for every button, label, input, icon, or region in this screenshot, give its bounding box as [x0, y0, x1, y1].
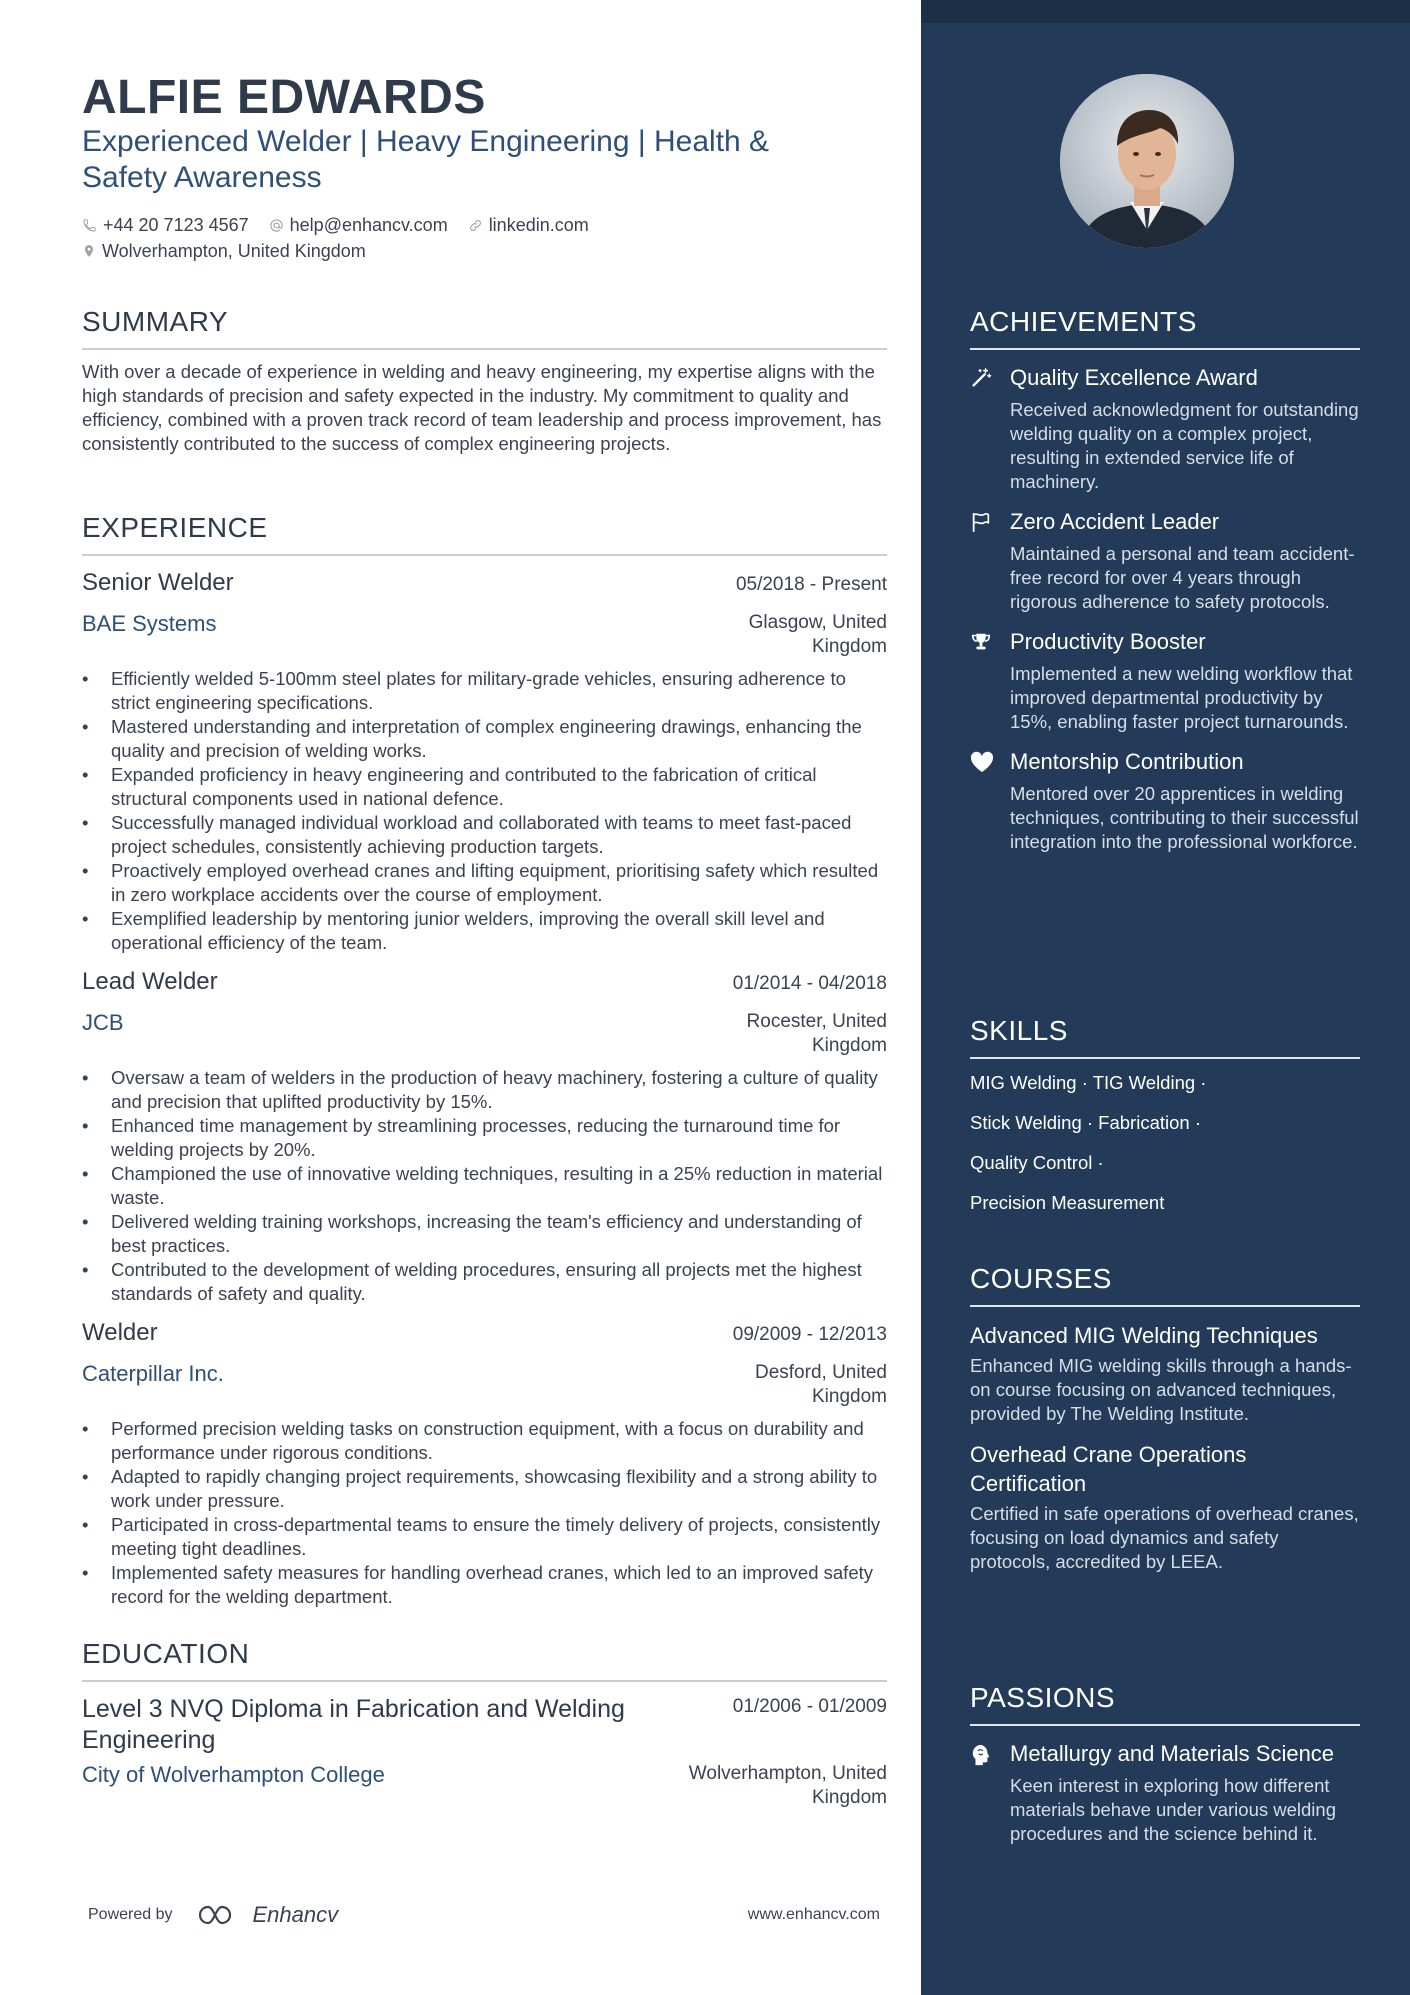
achievements-heading: ACHIEVEMENTS	[970, 306, 1360, 350]
email-text: help@enhancv.com	[289, 214, 448, 235]
job-bullets	[82, 1066, 887, 1306]
location-pin-icon	[82, 243, 96, 259]
phone-icon	[82, 218, 97, 233]
education-section	[82, 1638, 887, 1810]
course-title: Overhead Crane Operations Certification	[970, 1442, 1247, 1496]
website-link[interactable]: www.enhancv.com	[747, 1906, 880, 1923]
job-entry	[82, 968, 887, 1306]
job-company: BAE Systems	[82, 611, 217, 636]
achievement-item	[970, 508, 1360, 614]
courses-heading: COURSES	[970, 1263, 1360, 1307]
job-role: Welder	[82, 1319, 158, 1346]
candidate-name: ALFIE EDWARDS	[82, 71, 486, 124]
powered-by-label: Powered by	[88, 1906, 173, 1923]
course-description: Enhanced MIG welding skills through a hands-on course focusing on advanced techniques, provided by The Welding Institute.	[970, 1355, 1352, 1424]
job-location: Desford, United Kingdom	[754, 1362, 887, 1407]
course-item	[970, 1440, 1360, 1574]
contact-info	[82, 212, 882, 264]
education-school: City of Wolverhampton College	[82, 1762, 385, 1787]
job-bullet: • Proactively employed overhead cranes and lifting equipment, prioritising safety which resulted in zero workplace accidents over the course of employment.	[82, 859, 887, 907]
summary-heading: SUMMARY	[82, 306, 887, 350]
heart-icon	[970, 751, 994, 773]
achievement-title: Zero Accident Leader	[1010, 509, 1220, 534]
location-contact	[82, 241, 366, 262]
skills-section	[970, 1015, 1360, 1231]
achievement-description: Maintained a personal and team accident-free record for over 4 years through rigorous adherence to safety protocols.	[1010, 543, 1355, 612]
achievements-section	[970, 306, 1360, 854]
job-bullet: • Delivered welding training workshops, increasing the team's efficiency and understanding of best practices.	[82, 1210, 887, 1258]
passion-title: Metallurgy and Materials Science	[1010, 1741, 1335, 1766]
education-degree: Level 3 NVQ Diploma in Fabrication and Welding Engineering	[82, 1695, 625, 1754]
at-icon	[269, 218, 284, 233]
job-bullet: • Participated in cross-departmental teams to ensure the timely delivery of projects, consistently meeting tight deadlines.	[82, 1513, 887, 1561]
achievement-title: Mentorship Contribution	[1010, 749, 1244, 774]
sidebar	[921, 0, 1410, 1995]
magic-wand-icon	[970, 367, 992, 389]
job-bullet: • Implemented safety measures for handling overhead cranes, which led to an improved safety record for the welding department.	[82, 1561, 887, 1609]
job-bullet: • Enhanced time management by streamlining processes, reducing the turnaround time for welding projects by 20%.	[82, 1114, 887, 1162]
passion-item	[970, 1740, 1360, 1846]
brain-icon	[970, 1743, 992, 1767]
email-contact[interactable]	[269, 215, 448, 236]
passions-heading: PASSIONS	[970, 1682, 1360, 1726]
job-bullets	[82, 667, 887, 955]
footer	[88, 1902, 880, 1928]
achievement-description: Received acknowledgment for outstanding welding quality on a complex project, resulting in extended service life of machinery.	[1010, 399, 1359, 492]
job-bullet: • Exemplified leadership by mentoring junior welders, improving the overall skill level and operational efficiency of the team.	[82, 907, 887, 955]
link-icon	[468, 218, 483, 233]
job-bullet: • Performed precision welding tasks on construction equipment, with a focus on durability and performance under rigorous conditions.	[82, 1417, 887, 1465]
job-entry	[82, 1319, 887, 1609]
passions-section	[970, 1682, 1360, 1846]
phone-contact[interactable]	[82, 215, 249, 236]
course-title: Advanced MIG Welding Techniques	[970, 1323, 1318, 1348]
skill-line: MIG Welding · TIG Welding ·	[970, 1072, 1207, 1093]
achievement-description: Mentored over 20 apprentices in welding techniques, contributing to their successful integration into the professional workforce.	[1010, 783, 1359, 852]
skill-line: Quality Control ·	[970, 1152, 1104, 1173]
job-role: Lead Welder	[82, 968, 218, 995]
achievement-title: Productivity Booster	[1010, 629, 1206, 654]
enhancv-logo[interactable]	[197, 1902, 339, 1928]
job-role: Senior Welder	[82, 569, 234, 596]
linkedin-text: linkedin.com	[488, 214, 589, 235]
passion-description: Keen interest in exploring how different materials behave under various welding procedures and the science behind it.	[1010, 1775, 1336, 1844]
avatar	[1060, 74, 1234, 248]
education-location: Wolverhampton, United Kingdom	[688, 1763, 887, 1808]
job-bullets	[82, 1417, 887, 1609]
profile-photo	[1060, 74, 1234, 248]
job-entry	[82, 569, 887, 955]
courses-section	[970, 1263, 1360, 1574]
achievement-description: Implemented a new welding workflow that improved departmental productivity by 15%, enabling faster project turnarounds.	[1010, 663, 1353, 732]
job-date: 09/2009 - 12/2013	[732, 1324, 887, 1345]
skill-line: Precision Measurement	[970, 1192, 1165, 1213]
location-text: Wolverhampton, United Kingdom	[102, 240, 366, 261]
job-date: 01/2014 - 04/2018	[732, 973, 887, 994]
education-heading: EDUCATION	[82, 1638, 887, 1682]
flag-icon	[970, 511, 992, 533]
skills-heading: SKILLS	[970, 1015, 1360, 1059]
experience-section	[82, 512, 887, 556]
job-bullet: • Oversaw a team of welders in the production of heavy machinery, fostering a culture of quality and precision that uplifted productivity by 15%.	[82, 1066, 887, 1114]
job-bullet: • Expanded proficiency in heavy engineering and contributed to the fabrication of critical structural components used in national defence.	[82, 763, 887, 811]
course-item	[970, 1321, 1360, 1426]
experience-heading: EXPERIENCE	[82, 512, 887, 556]
job-bullet: • Adapted to rapidly changing project requirements, showcasing flexibility and a strong ability to work under pressure.	[82, 1465, 887, 1513]
job-company: JCB	[82, 1010, 124, 1035]
summary-section	[82, 306, 887, 456]
job-company: Caterpillar Inc.	[82, 1361, 224, 1386]
achievement-item	[970, 748, 1360, 854]
job-location: Rocester, United Kingdom	[746, 1011, 887, 1056]
education-date: 01/2006 - 01/2009	[732, 1696, 887, 1717]
job-bullet: • Mastered understanding and interpretation of complex engineering drawings, enhancing the quality and precision of welding works.	[82, 715, 887, 763]
summary-text: With over a decade of experience in welding and heavy engineering, my expertise aligns with the high standards of precision and safety expected in the industry. My commitment to quality and efficiency, combined with a proven track record of team leadership and process improvement, has consistently contributed to the success of complex engineering projects.	[82, 361, 882, 454]
candidate-title: Experienced Welder | Heavy Engineering | Health & Safety Awareness	[82, 125, 770, 194]
phone-text: +44 20 7123 4567	[103, 214, 249, 235]
job-bullet: • Contributed to the development of welding procedures, ensuring all projects met the highest standards of safety and quality.	[82, 1258, 887, 1306]
course-description: Certified in safe operations of overhead cranes, focusing on load dynamics and safety protocols, accredited by LEEA.	[970, 1503, 1359, 1572]
brand-name: Enhancv	[252, 1902, 339, 1927]
skill-line: Stick Welding · Fabrication ·	[970, 1112, 1201, 1133]
achievement-item	[970, 364, 1360, 494]
sidebar-top-bar	[921, 0, 1410, 23]
job-bullet: • Championed the use of innovative welding techniques, resulting in a 25% reduction in material waste.	[82, 1162, 887, 1210]
achievement-title: Quality Excellence Award	[1010, 365, 1258, 390]
trophy-icon	[970, 631, 992, 653]
job-location: Glasgow, United Kingdom	[748, 612, 887, 657]
enhancv-logo-icon	[197, 1903, 243, 1927]
job-date: 05/2018 - Present	[735, 574, 887, 595]
linkedin-contact[interactable]	[468, 215, 589, 236]
achievement-item	[970, 628, 1360, 734]
job-bullet: • Efficiently welded 5-100mm steel plates for military-grade vehicles, ensuring adherence to strict engineering specifications.	[82, 667, 887, 715]
job-bullet: • Successfully managed individual workload and collaborated with teams to meet fast-paced project schedules, consistently achieving production targets.	[82, 811, 887, 859]
